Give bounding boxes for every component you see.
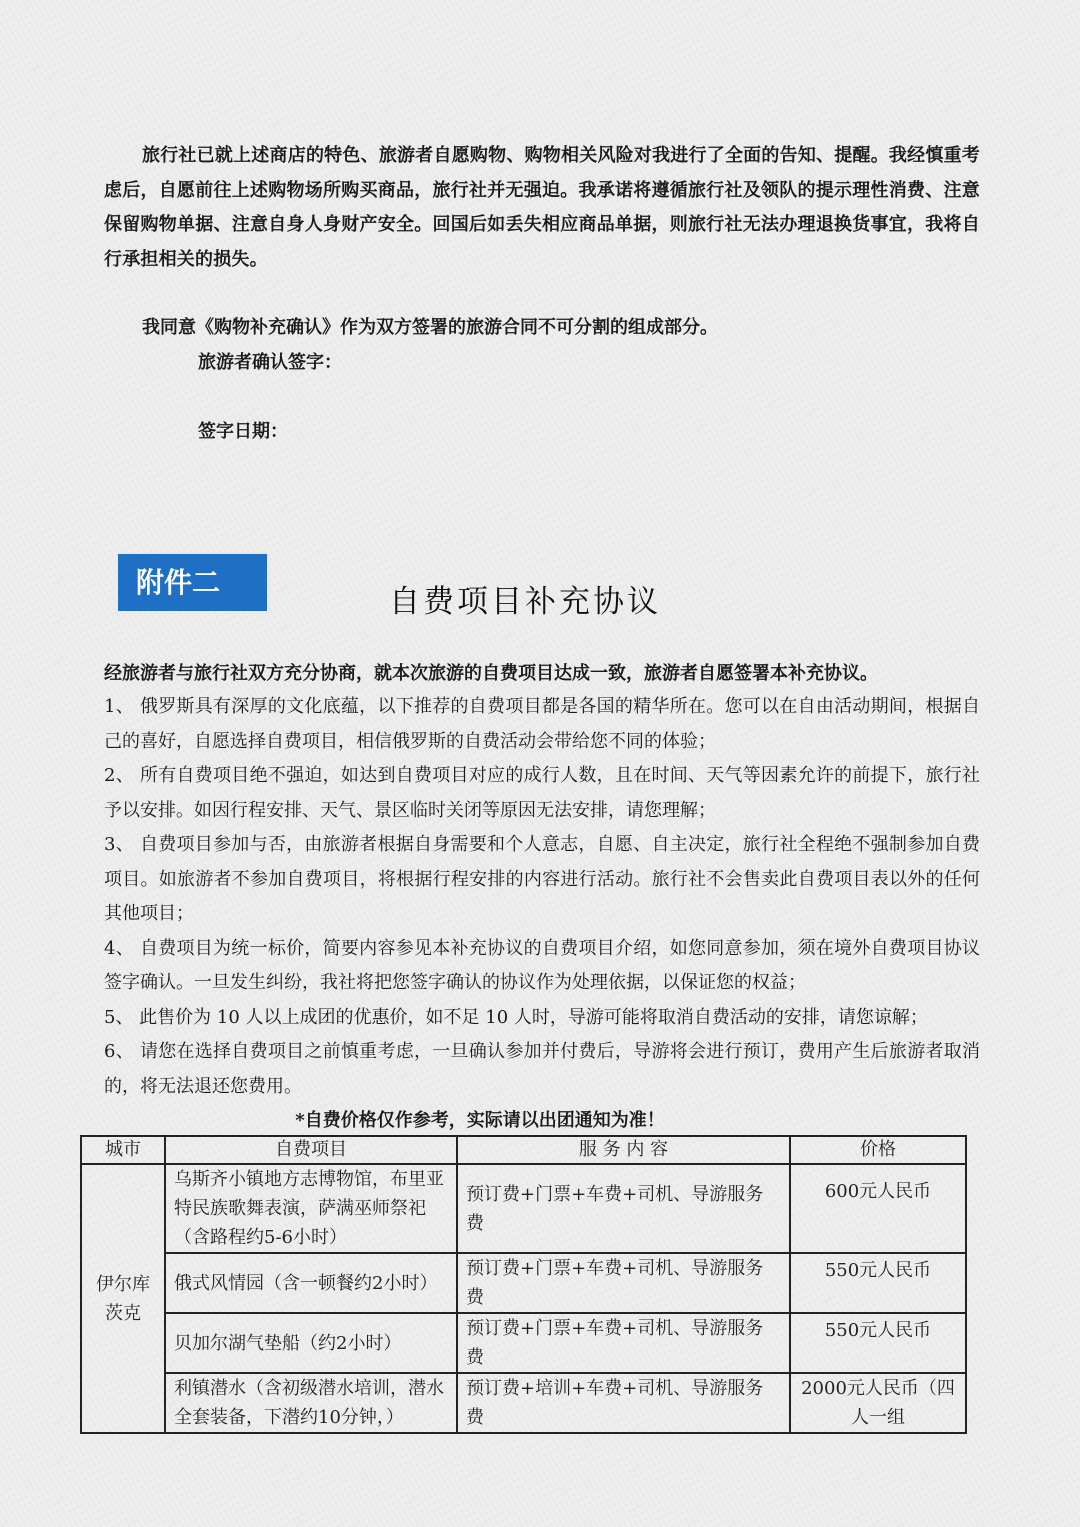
attachment-badge: 附件二 xyxy=(118,554,267,611)
table-row xyxy=(81,1313,966,1373)
table-row xyxy=(81,1253,966,1313)
fee-table xyxy=(80,1135,967,1434)
terms-list xyxy=(104,690,980,1104)
agreement-lead: 经旅游者与旅行社双方充分协商，就本次旅游的自费项目达成一致，旅游者自愿签署本补充协议。 xyxy=(104,663,878,684)
header-city: 城市 xyxy=(81,1136,165,1164)
service-cell: 预订费+门票+车费+司机、导游服务费 xyxy=(457,1253,790,1313)
agreement-statement: 我同意《购物补充确认》作为双方签署的旅游合同不可分割的组成部分。 xyxy=(142,317,718,338)
intro-paragraph: 旅行社已就上述商店的特色、旅游者自愿购物、购物相关风险对我进行了全面的告知、提醒。我经慎重考虑后，自愿前往上述购物场所购买商品，旅行社并无强迫。我承诺将遵循旅行社及领队的提示理性消费、注意保留购物单据、注意自身人身财产安全。回国后如丢失相应商品单据，则旅行社无法办理退换货事宜，我将自行承担相关的损失。 xyxy=(104,145,980,270)
term-item: 5、 此售价为 10 人以上成团的优惠价，如不足 10 人时，导游可能将取消自费活动的安排，请您谅解； xyxy=(104,1006,928,1028)
table-row xyxy=(81,1164,966,1253)
service-cell: 预订费+门票+车费+司机、导游服务费 xyxy=(457,1164,790,1253)
city-cell: 伊尔库茨克 xyxy=(81,1164,165,1433)
sign-date-label: 签字日期： xyxy=(198,421,288,442)
item-cell: 贝加尔湖气垫船（约2小时） xyxy=(165,1313,457,1373)
term-item: 1、 俄罗斯具有深厚的文化底蕴，以下推荐的自费项目都是各国的精华所在。您可以在自由活动期间，根据自己的喜好，自愿选择自费项目，相信俄罗斯的自费活动会带给您不同的体验； xyxy=(104,696,980,752)
price-cell: 550元人民币 xyxy=(790,1253,966,1313)
table-header-row xyxy=(81,1136,966,1164)
term-item: 4、 自费项目为统一标价，简要内容参见本补充协议的自费项目介绍，如您同意参加，须在境外自费项目协议签字确认。一旦发生纠纷，我社将把您签字确认的协议作为处理依据，以保证您的权益； xyxy=(104,937,980,993)
service-cell: 预订费+门票+车费+司机、导游服务费 xyxy=(457,1313,790,1373)
item-cell: 乌斯齐小镇地方志博物馆，布里亚特民族歌舞表演，萨满巫师祭祀（含路程约5-6小时） xyxy=(165,1164,457,1253)
table-row xyxy=(81,1373,966,1433)
term-item: 3、 自费项目参加与否，由旅游者根据自身需要和个人意志，自愿、自主决定，旅行社全程绝不强制参加自费项目。如旅游者不参加自费项目，将根据行程安排的内容进行活动。旅行社不会售卖此自费项目表以外的任何其他项目； xyxy=(104,834,980,924)
price-note: *自费价格仅作参考，实际请以出团通知为准！ xyxy=(295,1110,665,1131)
header-item: 自费项目 xyxy=(165,1136,457,1164)
page-title: 自费项目补充协议 xyxy=(389,584,661,620)
header-service: 服 务 内 容 xyxy=(457,1136,790,1164)
price-cell: 600元人民币 xyxy=(790,1164,966,1253)
signature-label: 旅游者确认签字： xyxy=(198,352,342,373)
term-item: 2、 所有自费项目绝不强迫，如达到自费项目对应的成行人数，且在时间、天气等因素允许的前提下，旅行社予以安排。如因行程安排、天气、景区临时关闭等原因无法安排，请您理解； xyxy=(104,765,980,821)
price-cell: 550元人民币 xyxy=(790,1313,966,1373)
term-item: 6、 请您在选择自费项目之前慎重考虑，一旦确认参加并付费后，导游将会进行预订，费用产生后旅游者取消的，将无法退还您费用。 xyxy=(104,1041,980,1097)
header-price: 价格 xyxy=(790,1136,966,1164)
service-cell: 预订费+培训+车费+司机、导游服务费 xyxy=(457,1373,790,1433)
item-cell: 俄式风情园（含一顿餐约2小时） xyxy=(165,1253,457,1313)
item-cell: 利镇潜水（含初级潜水培训，潜水全套装备，下潜约10分钟，） xyxy=(165,1373,457,1433)
price-cell: 2000元人民币（四人一组 xyxy=(790,1373,966,1433)
